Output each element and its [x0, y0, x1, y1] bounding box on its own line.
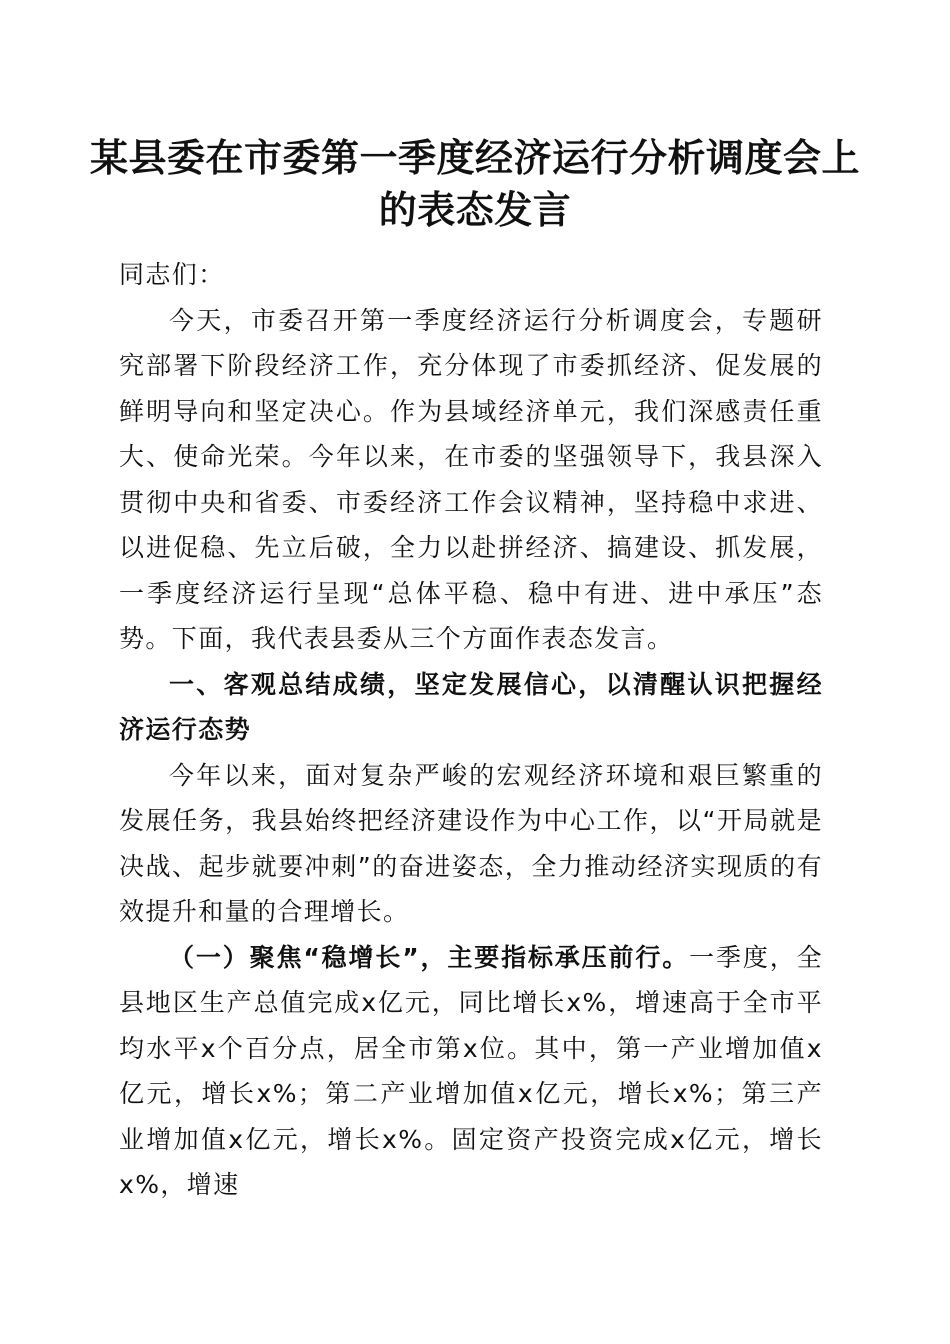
section-heading-1: 一、客观总结成绩，坚定发展信心，以清醒认识把握经济运行态势 — [119, 669, 823, 744]
salutation: 同志们： — [119, 260, 225, 289]
subsection-1-paragraph — [119, 935, 823, 1208]
subsection-heading-1: （一）聚焦“稳增长”，主要指标承压前行。 — [169, 942, 690, 972]
document-body — [119, 252, 823, 1208]
intro-paragraph: 今天，市委召开第一季度经济运行分析调度会，专题研究部署下阶段经济工作，充分体现了市委抓经济、促发展的鲜明导向和坚定决心。作为县域经济单元，我们深感责任重大、使命光荣。今年以来，在市委的坚强领导下，我县深入贯彻中央和省委、市委经济工作会议精神，坚持稳中求进、以进促稳、先立后破，全力以赴拼经济、搞建设、抓发展，一季度经济运行呈现“总体平稳、稳中有进、进中承压”态势。下面，我代表县委从三个方面作表态发言。 — [119, 305, 823, 653]
subsection-1-text: 一季度，全县地区生产总值完成x亿元，同比增长x%，增速高于全市平均水平x个百分点，居全市第x位。其中，第一产业增加值x亿元，增长x%；第二产业增加值x亿元，增长x%；第三产业增加值x亿元，增长x%。固定资产投资完成x亿元，增长x%，增速 — [119, 942, 823, 1199]
document-title: 某县委在市委第一季度经济运行分析调度会上的表态发言 — [89, 135, 860, 232]
section-1-paragraph: 今年以来，面对复杂严峻的宏观经济环境和艰巨繁重的发展任务，我县始终把经济建设作为中心工作，以“开局就是决战、起步就要冲刺”的奋进姿态，全力推动经济实现质的有效提升和量的合理增长。 — [119, 760, 823, 926]
